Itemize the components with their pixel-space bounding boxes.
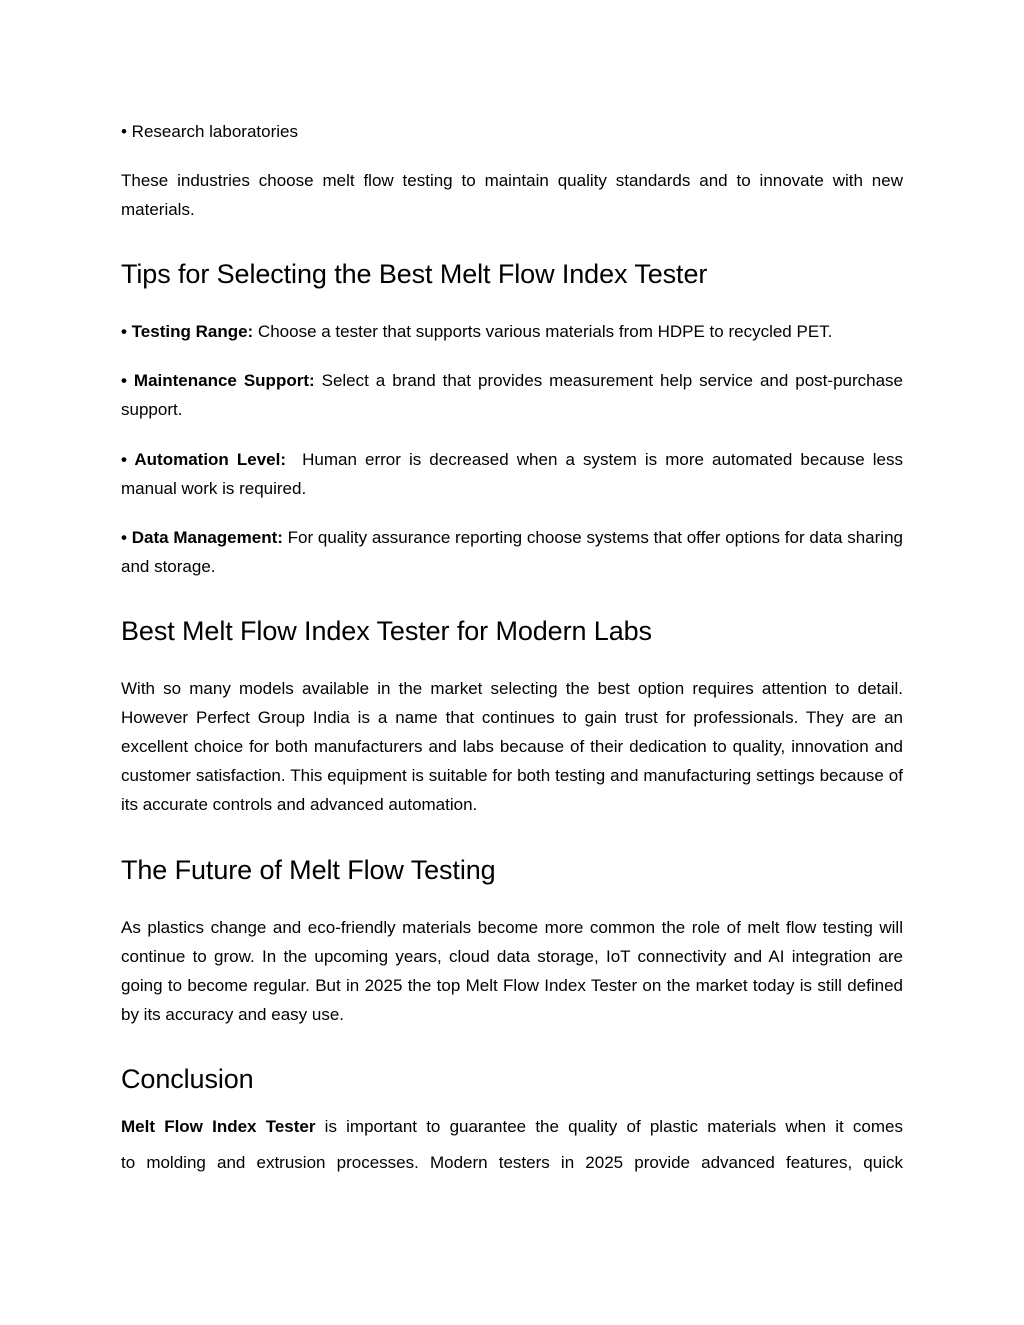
intro-paragraph: These industries choose melt flow testing to maintain quality standards and to innovate with new materials. [121, 171, 903, 219]
heading-future: The Future of Melt Flow Testing [121, 855, 496, 885]
tip-maintenance-support [121, 366, 903, 424]
heading-tips: Tips for Selecting the Best Melt Flow Index Tester [121, 259, 708, 289]
tip-text: Select a brand that provides measurement help service and post-purchase support. [121, 371, 903, 419]
future-paragraph: As plastics change and eco-friendly materials become more common the role of melt flow testing will continue to grow. In the upcoming years, cloud data storage, IoT connectivity and AI integration are going to become regular. But in 2025 the top Melt Flow Index Tester on the market today is still defined by its accuracy and easy use. [121, 918, 903, 1024]
tip-data-management [121, 523, 903, 581]
conclusion-text: is important to guarantee the quality of plastic materials when it comes [315, 1117, 903, 1136]
tip-testing-range [121, 317, 903, 346]
heading-best-tester: Best Melt Flow Index Tester for Modern Labs [121, 616, 652, 646]
tip-label: • Testing Range: [121, 322, 254, 341]
tip-automation-level [121, 445, 908, 503]
heading-conclusion: Conclusion [121, 1064, 254, 1094]
conclusion-bold-lead: Melt Flow Index Tester [121, 1117, 316, 1136]
tip-text: For quality assurance reporting choose systems that offer options for data sharing and storage. [121, 528, 903, 576]
tip-label: • Automation Level: [121, 450, 287, 469]
conclusion-line-2: to molding and extrusion processes. Modern testers in 2025 provide advanced features, quick [121, 1153, 903, 1172]
bullet-research-laboratories: • Research laboratories [121, 122, 298, 141]
tip-text: Human error is decreased when a system is more automated because less manual work is required. [121, 450, 908, 498]
tip-label: • Maintenance Support: [121, 371, 315, 390]
conclusion-line-1 [121, 1112, 903, 1141]
tip-text: Choose a tester that supports various materials from HDPE to recycled PET. [253, 322, 833, 341]
best-tester-paragraph: With so many models available in the market selecting the best option requires attention to detail. However Perfect Group India is a name that continues to gain trust for professionals. They are an excellent choice for both manufacturers and labs because of their dedication to quality, innovation and customer satisfaction. This equipment is suitable for both testing and manufacturing settings because of its accurate controls and advanced automation. [121, 679, 903, 814]
tip-label: • Data Management: [121, 528, 283, 547]
